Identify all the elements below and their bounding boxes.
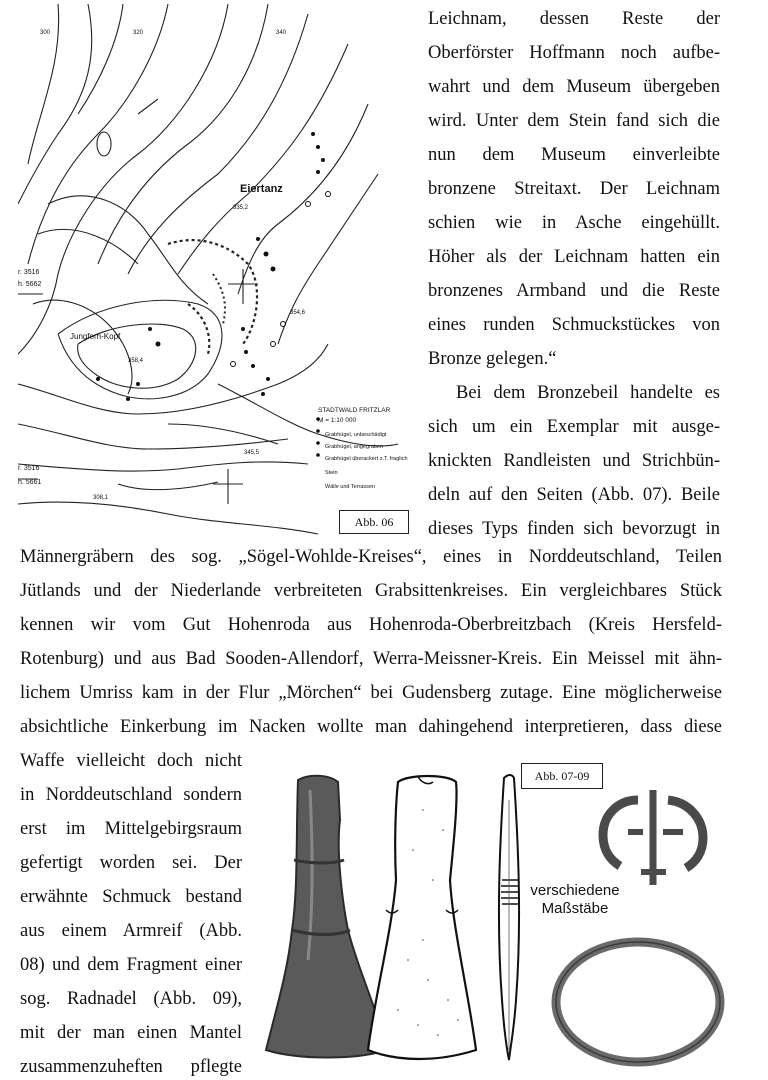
contour-map	[18, 4, 410, 538]
artifacts-figure	[258, 760, 728, 1078]
text-line: erwähnte Schmuck bestand	[20, 887, 242, 907]
artifacts-drawing	[258, 760, 728, 1078]
text-line: absichtliche Einkerbung im Nacken wollte man dahingehend interpretieren, dass diese	[20, 717, 722, 737]
axe-drawing	[368, 776, 476, 1059]
figure-caption-abb07-09: Abb. 07-09	[521, 763, 603, 789]
legend-item-3: Grabhügel überackert z.T. fraglich	[325, 456, 408, 462]
text-line: wahrt und dem Museum übergeben	[428, 77, 720, 97]
scale-note	[520, 882, 630, 918]
legend-item-1: Grabhügel, unbeschädigt	[325, 432, 387, 438]
map-grid-r2: r. 3516	[18, 465, 40, 472]
text-line: Waffe vielleicht doch nicht	[20, 751, 242, 771]
legend-item-4: Stein	[325, 470, 338, 476]
map-contour-320: 320	[133, 30, 144, 36]
text-line: Höher als der Leichnam hatten ein	[428, 247, 720, 267]
text-line: gefertigt worden sei. Der	[20, 853, 242, 873]
text-line: Rotenburg) und aus Bad Sooden-Allendorf, Werra-Meissner-Kreis. Ein Meissel mit ähn-	[20, 649, 722, 669]
scale-note-line2: Maßstäbe	[541, 900, 609, 917]
text-line: kennen wir vom Gut Hohenroda aus Hohenroda-Oberbreitzbach (Kreis Hersfeld-	[20, 615, 722, 635]
text-line: bronzene Streitaxt. Der Leichnam	[428, 179, 720, 199]
map-grid-h2: h. 5661	[18, 479, 42, 486]
text-line: zusammenzuheften pflegte	[20, 1057, 242, 1077]
text-line: in Norddeutschland sondern	[20, 785, 242, 805]
text-line: Bei dem Bronzebeil handelte es	[456, 383, 720, 403]
text-line: Männergräbern des sog. „Sögel-Wohlde-Kreises“, eines in Norddeutschland, Teilen	[20, 547, 722, 567]
scale-note-line1: verschiedene	[530, 882, 620, 899]
legend-item-2: Grabhügel, angegraben	[325, 444, 384, 450]
text-line: 08) und dem Fragment einer	[20, 955, 242, 975]
text-line: deln auf den Seiten (Abb. 07). Beile	[428, 485, 720, 505]
map-elev-5: 308,1	[93, 495, 109, 501]
topographic-map-figure	[18, 4, 410, 538]
map-grid-r1: r. 3516	[18, 269, 40, 276]
text-line: lichem Umriss kam in der Flur „Mörchen“ bei Gudensberg zutage. Eine möglicherweise	[20, 683, 722, 703]
legend-scale: M = 1:10 000	[318, 417, 357, 424]
text-line: wird. Unter dem Stein fand sich die	[428, 111, 720, 131]
bracelet-photo	[556, 942, 720, 1062]
text-line: nun dem Museum einverleibte	[428, 145, 720, 165]
text-line: aus einem Armreif (Abb.	[20, 921, 242, 941]
text-line: Leichnam, dessen Reste der	[428, 9, 720, 29]
figure-caption-abb06: Abb. 06	[339, 510, 409, 534]
map-legend	[318, 407, 408, 490]
map-contour-340: 340	[276, 30, 287, 36]
axe-side-view	[499, 775, 519, 1060]
map-elev-2: 354,6	[290, 310, 306, 316]
text-line: erst im Mittelgebirgsraum	[20, 819, 242, 839]
wheel-pin-fragment	[603, 790, 703, 885]
text-line: Jütlands und der Niederlande verbreiteten Grabsittenkreises. Ein vergleichbares Stück	[20, 581, 722, 601]
right-column-text	[428, 2, 720, 546]
map-elev-1: 335,2	[233, 205, 249, 211]
map-elev-3: 358,4	[128, 358, 144, 364]
legend-title: STADTWALD FRITZLAR	[318, 407, 391, 414]
map-elev-4: 345,5	[244, 450, 260, 456]
map-label-eiertanz: Eiertanz	[240, 183, 283, 195]
text-line: Oberförster Hoffmann noch aufbe-	[428, 43, 720, 63]
text-line: schien wie in Asche eingehüllt.	[428, 213, 720, 233]
text-line: knickten Randleisten und Strichbün-	[428, 451, 720, 471]
text-line: bronzenes Armband und die Reste	[428, 281, 720, 301]
axe-photo	[266, 776, 386, 1058]
text-line: eines runden Schmuckstückes von	[428, 315, 720, 335]
full-width-text	[20, 540, 722, 744]
text-line: sog. Radnadel (Abb. 09),	[20, 989, 242, 1009]
map-label-jungfern-kopf: Jungfern-Kopf	[70, 332, 121, 341]
legend-item-5: Wälle und Terrassen	[325, 484, 376, 490]
text-line: sich um ein Exemplar mit ausge-	[428, 417, 720, 437]
text-line: Bronze gelegen.“	[428, 349, 557, 369]
map-grid-h1: h. 5662	[18, 281, 42, 288]
text-line: mit der man einen Mantel	[20, 1023, 242, 1043]
text-line: dieses Typs finden sich bevorzugt in	[428, 519, 720, 539]
map-contour-300: 300	[40, 30, 51, 36]
left-column-text	[20, 744, 242, 1080]
